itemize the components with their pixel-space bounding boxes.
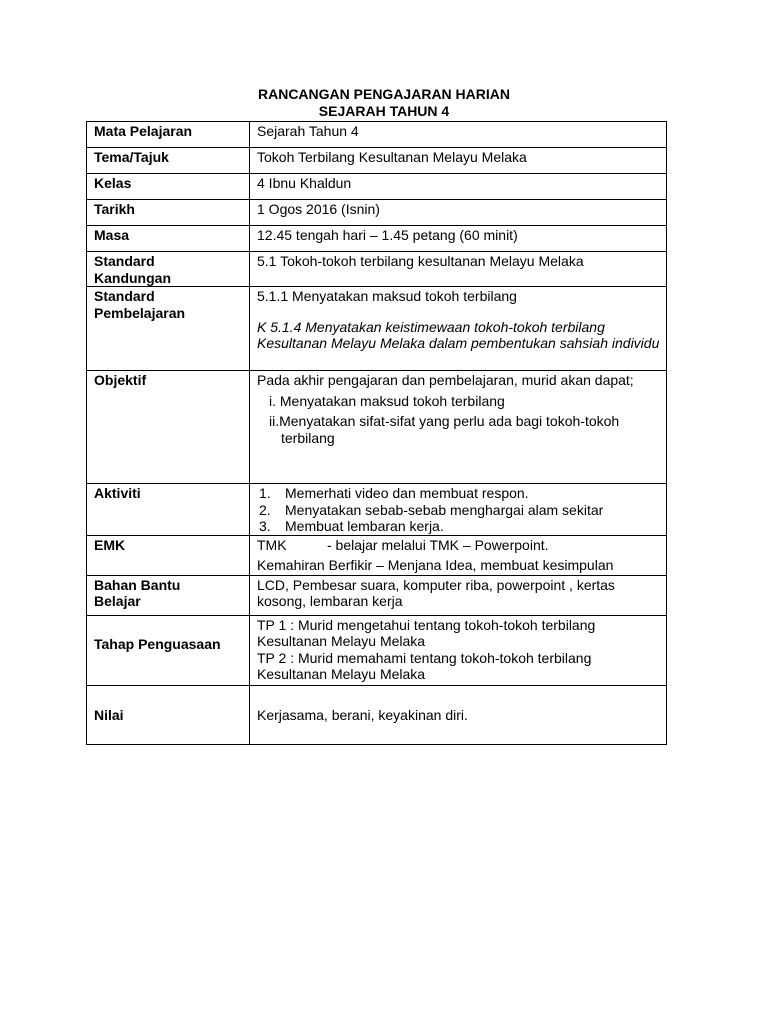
- list-item: [257, 502, 660, 519]
- tahap-item: TP 1 : Murid mengetahui tentang tokoh-tokoh terbilang Kesultanan Melayu Melaka: [257, 616, 596, 649]
- row-label: Objektif: [87, 371, 250, 484]
- list-number: 1.: [259, 485, 271, 501]
- emk-line: [257, 537, 660, 554]
- row-label: Tarikh: [87, 200, 250, 226]
- table-row: [87, 200, 667, 226]
- row-label: EMK: [87, 535, 250, 575]
- table-row: [87, 148, 667, 174]
- row-value: 12.45 tengah hari – 1.45 petang (60 minit): [250, 226, 667, 252]
- objective-item: ii.Menyatakan sifat-sifat yang perlu ada bagi tokoh-tokoh: [269, 413, 620, 429]
- row-value: Tokoh Terbilang Kesultanan Melayu Melaka: [250, 148, 667, 174]
- document-subtitle: SEJARAH TAHUN 4: [318, 103, 450, 119]
- table-row: [87, 252, 667, 287]
- label-line: Bahan Bantu: [94, 576, 181, 593]
- row-value: [250, 287, 667, 371]
- row-value: [250, 371, 667, 484]
- standard-item: 5.1.1 Menyatakan maksud tokoh terbilang: [257, 288, 517, 304]
- row-label: Nilai: [87, 685, 250, 744]
- table-row: [87, 615, 667, 685]
- table-row: [87, 287, 667, 371]
- table-row: [87, 226, 667, 252]
- row-label: [87, 287, 250, 371]
- table-row: [87, 685, 667, 744]
- label-line: Standard: [94, 288, 155, 304]
- row-value: 5.1 Tokoh-tokoh terbilang kesultanan Melayu Melaka: [250, 252, 667, 287]
- objective-intro: Pada akhir pengajaran dan pembelajaran, murid akan dapat;: [257, 372, 634, 388]
- table-row: [87, 174, 667, 200]
- list-item: [257, 518, 660, 535]
- row-value: 4 Ibnu Khaldun: [250, 174, 667, 200]
- row-label: [87, 252, 250, 287]
- objective-item-cont: terbilang: [281, 429, 335, 446]
- row-value: [250, 484, 667, 536]
- label-line: Belajar: [94, 593, 141, 609]
- list-number: 3.: [259, 518, 271, 534]
- row-value: Kerjasama, berani, keyakinan diri.: [250, 685, 667, 744]
- table-row: [87, 371, 667, 484]
- list-text: Menyatakan sebab-sebab menghargai alam sekitar: [285, 501, 604, 518]
- emk-value: - belajar melalui TMK – Powerpoint.: [327, 536, 549, 553]
- row-label: Masa: [87, 226, 250, 252]
- label-line: Standard: [94, 253, 155, 269]
- row-label: [87, 575, 250, 615]
- table-row: [87, 575, 667, 615]
- label-line: Kandungan: [94, 269, 171, 286]
- row-label: Mata Pelajaran: [87, 122, 250, 148]
- row-label: Aktiviti: [87, 484, 250, 536]
- list-text: Memerhati video dan membuat respon.: [285, 485, 529, 501]
- tahap-item: TP 2 : Murid memahami tentang tokoh-tokoh terbilang Kesultanan Melayu Melaka: [257, 649, 592, 682]
- table-row: [87, 484, 667, 536]
- list-item: [257, 485, 660, 502]
- standard-item-k: K 5.1.4 Menyatakan keistimewaan tokoh-tokoh terbilang Kesultanan Melayu Melaka dalam pembentukan sahsiah individu: [257, 318, 660, 351]
- row-label: Tema/Tajuk: [87, 148, 250, 174]
- emk-key: TMK: [257, 536, 287, 553]
- row-label: Kelas: [87, 174, 250, 200]
- table-row: [87, 122, 667, 148]
- row-value: LCD, Pembesar suara, komputer riba, powerpoint , kertas kosong, lembaran kerja: [250, 575, 667, 615]
- list-number: 2.: [259, 501, 271, 518]
- row-value: [250, 535, 667, 575]
- row-value: [250, 615, 667, 685]
- emk-line: Kemahiran Berfikir – Menjana Idea, membuat kesimpulan: [257, 557, 614, 573]
- row-value: 1 Ogos 2016 (Isnin): [250, 200, 667, 226]
- lesson-plan-table: [86, 121, 667, 745]
- list-text: Membuat lembaran kerja.: [285, 518, 444, 534]
- objective-item: i. Menyatakan maksud tokoh terbilang: [269, 392, 505, 409]
- row-label: Tahap Penguasaan: [87, 615, 250, 685]
- label-line: Pembelajaran: [94, 304, 186, 321]
- document-title: RANCANGAN PENGAJARAN HARIAN: [257, 86, 510, 102]
- row-value: Sejarah Tahun 4: [250, 122, 667, 148]
- table-row: [87, 535, 667, 575]
